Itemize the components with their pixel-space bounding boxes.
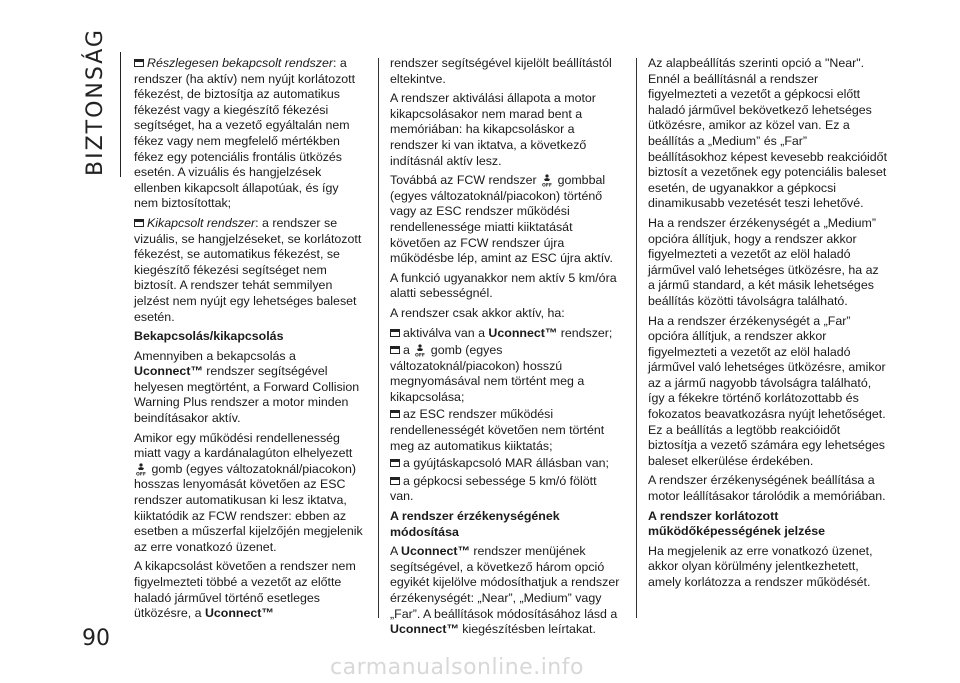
- text: Amikor egy működési rendellenesség miatt vagy a kardánalagúton elhelyezett: [134, 430, 353, 461]
- paragraph: A funkció ugyanakkor nem aktív 5 km/óra alatti sebességnél.: [390, 270, 617, 301]
- paragraph: [134, 349, 366, 427]
- paragraph: Ha a rendszer érzékenységét a „Far” opcióra állítjuk, a rendszer akkor figyelmezteti a vezetőt az elöl haladó járművel való lehetséges ütközésre, amikor az a jármű nagyobb távolságra található, így a fékekre történő korlátozottabb és fokozatos beavatkozásra nyújt lehetőséget. Ez a beállítás a legtöbb reakcióidőt biztosítja a vezető számára egy lehetséges baleset elkerülése érdekében.: [648, 313, 886, 468]
- svg-text:OFF: OFF: [415, 353, 426, 358]
- column-divider: [378, 58, 379, 618]
- term: Részlegesen bekapcsolt rendszer: [147, 56, 333, 70]
- paragraph: [134, 431, 366, 556]
- paragraph: A rendszer csak akkor aktív, ha:: [390, 305, 565, 320]
- brand: Uconnect™: [401, 544, 470, 559]
- paragraph: A rendszer aktiválási állapota a motor kikapcsolásakor nem marad bent a memóriában: ha kikapcsoláskor a rendszer ki van iktatva, a következő indításnál aktív lesz.: [390, 91, 596, 168]
- bullet-item: [390, 407, 622, 454]
- text: rendszer segítségével helyesen megtörtént, a Forward Collision Warning Plus rendszer a motor minden beindításakor aktív.: [134, 364, 360, 426]
- bullet-icon: [390, 329, 400, 337]
- paragraph: [390, 173, 622, 267]
- offroad-off-icon: [413, 343, 427, 357]
- text: gomb (egyes változatoknál/piacokon) hosszú megnyomásával nem történt meg a kikapcsolása;: [390, 343, 585, 404]
- bullet-item: [390, 456, 622, 472]
- bullet-icon: [390, 459, 400, 467]
- bullet-icon: [390, 477, 400, 485]
- heading: A rendszer érzékenységének módosítása: [390, 509, 560, 539]
- text: : a rendszer se vizuális, se hangjelzéseket, se korlátozott fékezést, se automatikus fékezést, se kiegészítő fékezési segítséget nem biztosít. A rendszer tehát semmilyen jelzést nem nyújt egy lehetséges baleset esetén.: [134, 215, 362, 324]
- paragraph: [134, 216, 366, 325]
- paragraph: [134, 559, 366, 621]
- paragraph: Az alapbeállítás szerinti opció a "Near". Ennél a beállításnál a rendszer figyelmezteti a vezetőt a gépkocsi előtt haladó járművel bekövetkező lehetséges ütközésre, amikor az közel van. Ez a beállítás a „Medium” és „Far” beállításokhoz képest kevesebb reakcióidőt biztosít a vezetőnek egy potenciális baleset esetén, de ugyanakkor a gépkocsi dinamikusabb vezetését teszi lehetővé.: [648, 56, 888, 211]
- paragraph: Ha a rendszer érzékenységét a „Medium” opcióra állítjuk, hogy a rendszer akkor figyelmezteti a vezetőt az elöl haladó járművel való lehetséges ütközésre, ha az a jármű standard, a két másik lehetséges beállítás közötti távolságra található.: [648, 215, 879, 308]
- paragraph: rendszer segítségével kijelölt beállítástól eltekintve.: [390, 56, 612, 86]
- text: Amennyiben a bekapcsolás a: [134, 348, 296, 363]
- heading: Bekapcsolás/kikapcsolás: [134, 329, 284, 344]
- bullet-item: [390, 326, 622, 342]
- paragraph: [134, 56, 366, 212]
- brand: Uconnect™: [390, 622, 459, 637]
- bullet-icon: [390, 410, 400, 418]
- bullet-icon: [134, 219, 144, 227]
- section-title: BIZTONSÁG: [83, 28, 108, 176]
- column-2: [390, 56, 622, 642]
- paragraph: A rendszer érzékenységének beállítása a motor leállításakor tárolódik a memóriában.: [648, 473, 886, 504]
- text: kiegészítésben leírtakat.: [458, 622, 596, 637]
- text: gombbal (egyes változatoknál/piacokon) történő vagy az ESC rendszer működési rendellenessége miatti kiiktatását követően az FCW rendszer újra működésbe lép, amint az ESC újra aktív.: [390, 173, 613, 266]
- text: a gyújtáskapcsoló MAR állásban van;: [403, 456, 609, 471]
- text: rendszer;: [557, 325, 613, 340]
- text: Továbbá az FCW rendszer: [390, 173, 537, 188]
- svg-text:OFF: OFF: [542, 183, 553, 188]
- bullet-icon: [390, 346, 400, 354]
- bullet-icon: [134, 59, 144, 67]
- brand: Uconnect™: [204, 606, 274, 621]
- text: a gépkocsi sebessége 5 km/ó fölött van.: [390, 473, 597, 504]
- heading: A rendszer korlátozott működőképességének jelzése: [648, 508, 825, 539]
- svg-text:OFF: OFF: [136, 472, 146, 476]
- watermark: carmanualsonline.info: [330, 655, 584, 680]
- text: gomb (egyes változatoknál/piacokon) hosszas lenyomását követően az ESC rendszer automatikusan ki lesz iktatva, kiiktatódik az FCW rendszer: ebben az esetben a műszerfal kijelzőjén megjelenik az erre vonatkozó üzenet.: [134, 461, 363, 554]
- offroad-off-icon: [540, 173, 554, 187]
- column-3: [648, 56, 888, 595]
- offroad-off-icon: [134, 462, 148, 476]
- text: az ESC rendszer működési rendellenességét követően nem történt meg az automatikus kiiktatás;: [390, 407, 605, 453]
- column-1: [134, 56, 366, 626]
- text: aktiválva van a: [403, 325, 489, 340]
- bullet-item: [390, 474, 622, 505]
- brand: Uconnect™: [488, 325, 558, 340]
- column-divider: [636, 58, 637, 618]
- text: : a rendszer (ha aktív) nem nyújt korlátozott fékezést, de biztosítja az automatikus fékezést vagy a kiegészítő fékezési segítséget, ha a vezető egyáltalán nem fékez vagy nem megfelelő mértékben fékez egy potenciális frontális ütközés esetén. A vizuális és hangjelzések ellenben kikapcsolt állapotúak, és így nem biztosítottak;: [134, 56, 356, 211]
- term: Kikapcsolt rendszer: [147, 215, 256, 230]
- text: a: [403, 343, 410, 358]
- paragraph: Ha megjelenik az erre vonatkozó üzenet, akkor olyan körülmény jelentkezhetett, amely korlátozza a rendszer működését.: [648, 543, 873, 589]
- text: A: [390, 544, 402, 559]
- page-number: 90: [82, 626, 110, 651]
- paragraph: [390, 544, 622, 638]
- section-rule: [120, 52, 121, 177]
- bullet-item: [390, 343, 622, 405]
- text: A kikapcsolást követően a rendszer nem figyelmezteti többé a vezetőt az előtte haladó járművel történő esetleges ütközésre, a: [134, 559, 356, 621]
- text: rendszer menüjének segítségével, a következő három opció egyikét kijelölve módosíthatjuk a rendszer érzékenységét: „Near”, „Medium” vagy „Far”. A beállítások módosításához lásd a: [390, 544, 620, 621]
- brand: Uconnect™: [134, 364, 203, 379]
